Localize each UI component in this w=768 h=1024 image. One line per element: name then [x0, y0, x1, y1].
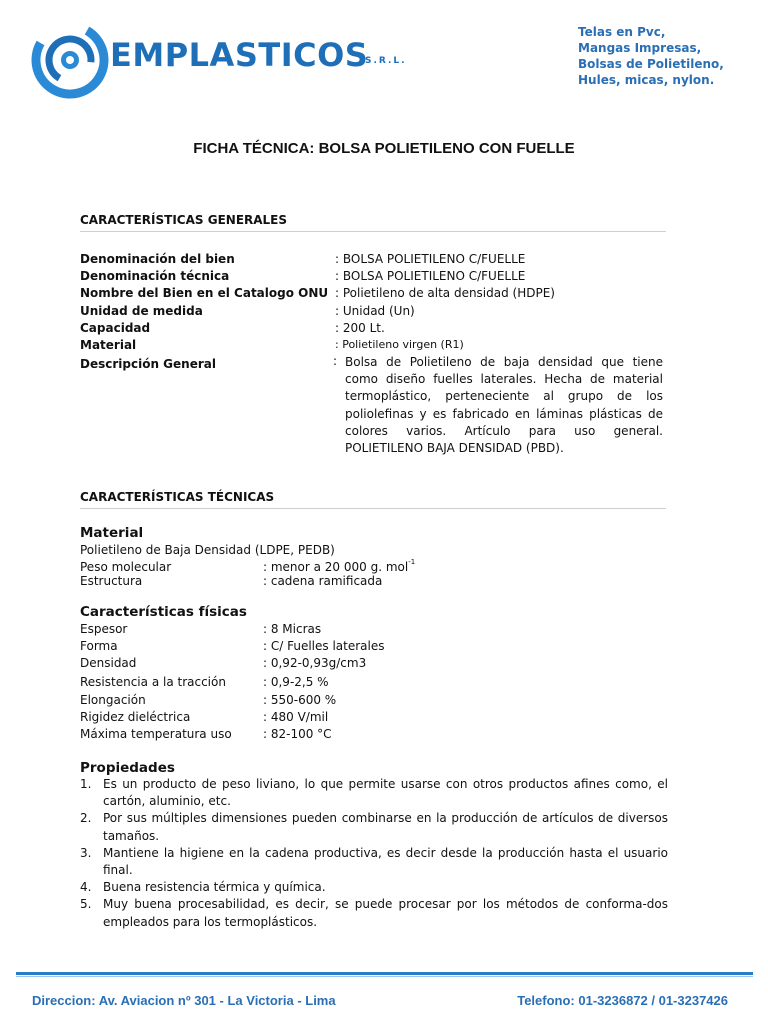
spec-row [80, 286, 666, 303]
properties-title: Propiedades [80, 760, 175, 776]
spec-label: Capacidad [80, 320, 151, 335]
document-title: FICHA TÉCNICA: BOLSA POLIETILENO CON FUELLE [193, 140, 575, 157]
list-item [80, 896, 668, 930]
physical-row [80, 622, 680, 639]
spec-row [80, 252, 666, 269]
footer-divider-thin [16, 976, 753, 977]
footer-divider [16, 972, 753, 975]
company-suffix: S.R.L. [365, 56, 407, 66]
properties-list [80, 776, 668, 931]
material-row [80, 574, 680, 591]
spec-row [80, 304, 666, 321]
physical-value: : 550-600 % [263, 692, 337, 707]
item-number: 1. [80, 777, 92, 791]
section-heading-general: CARACTERÍSTICAS GENERALES [80, 213, 666, 232]
spec-row [80, 269, 666, 286]
item-number: 2. [80, 811, 92, 826]
footer-address: Direccion: Av. Aviacion nº 301 - La Victoria - Lima [32, 993, 336, 1008]
list-item [80, 810, 668, 844]
spec-row [80, 321, 666, 338]
material-value [263, 560, 415, 574]
physical-block [80, 604, 680, 744]
company-name: EMPLASTICOS [110, 36, 369, 74]
material-row [80, 560, 680, 574]
list-item [80, 879, 668, 896]
physical-value: : 0,9-2,5 % [263, 675, 329, 690]
letterhead [0, 0, 768, 110]
physical-row [80, 675, 680, 692]
tagline-line: Bolsas de Polietileno, [578, 57, 724, 71]
item-text: Mantiene la higiene en la cadena productiva, es decir desde la producción hasta el usuario final. [103, 845, 668, 878]
description-text: Bolsa de Polietileno de baja densidad que tiene como diseño fuelles laterales. Hecha de material termoplástico, perteneciente al grupo de los poliolefinas y es fabricado en láminas plásticas de colores varios. Artículo para uso general. POLIETILENO BAJA DENSIDAD (PBD). [345, 355, 663, 456]
emplasticos-logo-icon [30, 20, 110, 100]
material-line: Polietileno de Baja Densidad (LDPE, PEDB) [80, 543, 335, 557]
physical-row [80, 710, 680, 727]
spec-label: Denominación técnica [80, 269, 230, 284]
item-text: Es un producto de peso liviano, lo que permite usarse con otros productos afines como, el cartón, aluminio, etc. [103, 777, 668, 809]
spec-label: Material [80, 337, 137, 352]
spec-value: : BOLSA POLIETILENO C/FUELLE [335, 269, 526, 284]
material-title: Material [80, 525, 144, 541]
physical-key: Espesor [80, 622, 128, 636]
physical-key: Elongación [80, 692, 146, 707]
description-colon: : [333, 354, 338, 368]
item-number: 3. [80, 845, 92, 860]
spec-row [80, 338, 666, 355]
list-item [80, 845, 668, 879]
physical-row [80, 693, 680, 710]
tagline-line: Mangas Impresas, [578, 41, 702, 55]
item-number: 4. [80, 880, 92, 895]
section-heading-technical: CARACTERÍSTICAS TÉCNICAS [80, 490, 666, 509]
material-description [80, 543, 680, 560]
physical-row [80, 727, 680, 744]
physical-key: Densidad [80, 656, 137, 671]
spec-value: : Polietileno virgen (R1) [335, 337, 464, 351]
material-block [80, 525, 680, 591]
spec-value: : BOLSA POLIETILENO C/FUELLE [335, 252, 526, 266]
spec-value: : Polietileno de alta densidad (HDPE) [335, 286, 555, 301]
tagline-line: Telas en Pvc, [578, 25, 666, 39]
physical-key: Máxima temperatura uso [80, 726, 232, 741]
item-text: Muy buena procesabilidad, es decir, se puede procesar por los métodos de conforma-dos empleados para los termoplásticos. [103, 897, 668, 929]
footer-phone: Telefono: 01-3236872 / 01-3237426 [517, 993, 728, 1008]
physical-value: : 8 Micras [263, 622, 322, 636]
spec-label: Denominación del bien [80, 252, 235, 266]
item-number: 5. [80, 897, 92, 912]
company-tagline [578, 24, 758, 88]
physical-key: Resistencia a la tracción [80, 675, 226, 690]
spec-value: : Unidad (Un) [335, 303, 415, 318]
tagline-line: Hules, micas, nylon. [578, 73, 715, 87]
physical-key: Forma [80, 639, 118, 654]
description-label: Descripción General [80, 357, 216, 371]
properties-block [80, 760, 668, 931]
spec-label: Nombre del Bien en el Catalogo ONU [80, 286, 329, 301]
material-key: Estructura [80, 574, 143, 589]
physical-row [80, 639, 680, 656]
physical-value: : 480 V/mil [263, 709, 329, 724]
physical-value: : C/ Fuelles laterales [263, 639, 385, 654]
physical-title: Características físicas [80, 604, 247, 620]
material-value: : cadena ramificada [263, 574, 383, 589]
material-value-exponent: -1 [408, 558, 416, 567]
spec-value: : 200 Lt. [335, 320, 385, 335]
physical-row [80, 656, 680, 675]
material-key: Peso molecular [80, 560, 172, 575]
physical-value: : 0,92-0,93g/cm3 [263, 656, 367, 671]
list-item [80, 776, 668, 810]
physical-value: : 82-100 °C [263, 726, 332, 741]
spec-label: Unidad de medida [80, 303, 203, 318]
physical-key: Rigidez dieléctrica [80, 709, 191, 724]
material-value-text: : menor a 20 000 g. mol [263, 560, 409, 575]
general-spec-table [80, 252, 666, 355]
item-text: Buena resistencia térmica y química. [103, 880, 326, 895]
item-text: Por sus múltiples dimensiones pueden combinarse en la producción de artículos de diversos tamaños. [103, 811, 668, 843]
